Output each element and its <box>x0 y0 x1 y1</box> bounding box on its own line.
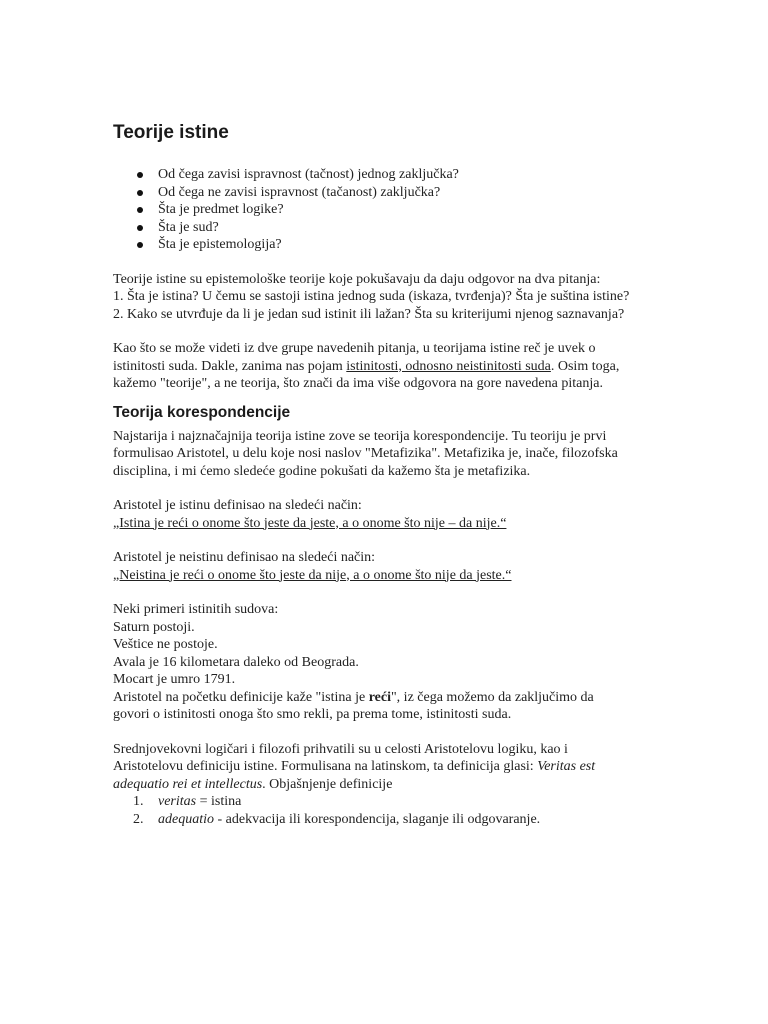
question-list <box>113 166 633 254</box>
section-heading: Teorija korespondencije <box>113 403 291 421</box>
intro-lead: Teorije istine su epistemološke teorije koje pokušavaju da daju odgovor na dva pitanja: <box>113 271 601 287</box>
truth-definition-quote: „Istina je reći o onome što jeste da jeste, a o onome što nije – da nije.“ <box>113 515 507 531</box>
example-item: Saturn postoji. <box>113 619 195 635</box>
bold-word: reći <box>368 689 391 705</box>
falsehood-definition-lead: Aristotel je neistinu definisao na sledeći način: <box>113 550 376 565</box>
medieval-paragraph: Srednjovekovni logičari i filozofi prihvatili su u celosti Aristotelovu logiku, kao i Aristotelovu definiciju istine. Formulisana na latinskom, ta definicija glasi: Veritas est adequatio rei et intellectus. Objašnjenje definicije <box>113 741 596 792</box>
list-item: 1. veritas = istina <box>133 794 242 809</box>
example-item: Veštice ne postoje. <box>113 637 218 652</box>
list-item: 2. adequatio - adekvacija ili korespondencija, slaganje ili odgovaranje. <box>133 811 541 827</box>
falsehood-definition-quote: „Neistina je reći o onome što jeste da nije, a o onome što nije da jeste.“ <box>113 567 512 583</box>
intro-question-1: 1. Šta je istina? U čemu se sastoji istina jednog suda (iskaza, tvrđenja)? Šta je suština istine? <box>113 289 630 304</box>
term-list <box>113 793 633 828</box>
example-item: Avala je 16 kilometara daleko od Beograda. <box>113 654 359 670</box>
document-page <box>113 120 633 828</box>
example-item: Mocart je umro 1791. <box>113 672 236 687</box>
term: adequatio <box>158 811 214 827</box>
term: veritas <box>158 794 197 809</box>
list-item: Šta je sud? <box>158 219 633 237</box>
underlined-phrase: istinitosti, odnosno neistinitosti suda <box>346 358 551 374</box>
list-item: Šta je epistemologija? <box>158 236 633 254</box>
paragraph-truth-of-judgment: Kao što se može videti iz dve grupe navedenih pitanja, u teorijama istine reč je uvek o istinitosti suda. Dakle, zanima nas pojam istinitosti, odnosno neistinitosti suda. Osim toga, kažemo "teorije", a ne teorija, što znači da ima više odgovora na gore navedena pitanja. <box>113 341 620 391</box>
list-item: Od čega ne zavisi ispravnost (tačanost) zaključka? <box>158 184 633 202</box>
list-item: Šta je predmet logike? <box>158 201 633 219</box>
section-intro: Najstarija i najznačajnija teorija istine zove se teorija korespondencije. Tu teoriju je prvi formulisao Aristotel, u delu koje nosi naslov "Metafizika". Metafizika je, inače, filozofska disciplina, i mi ćemo sledeće godine pokušati da kažemo šta je metafizika. <box>113 428 618 479</box>
latin-definition: Veritas est adequatio rei et intellectus <box>113 759 596 792</box>
examples-lead: Neki primeri istinitih sudova: <box>113 602 279 617</box>
list-item: Od čega zavisi ispravnost (tačnost) jednog zaključka? <box>158 166 633 184</box>
truth-definition-lead: Aristotel je istinu definisao na sledeći način: <box>113 498 362 513</box>
intro-question-2: 2. Kako se utvrđuje da li je jedan sud istinit ili lažan? Šta su kriterijumi njenog saznavanja? <box>113 306 625 322</box>
definition-note: Aristotel na početku definicije kaže "istina je reći", iz čega možemo da zaključimo da govori o istinitosti onoga što smo rekli, pa prema tome, istinitosti suda. <box>113 689 594 722</box>
page-title: Teorije istine <box>113 122 229 143</box>
